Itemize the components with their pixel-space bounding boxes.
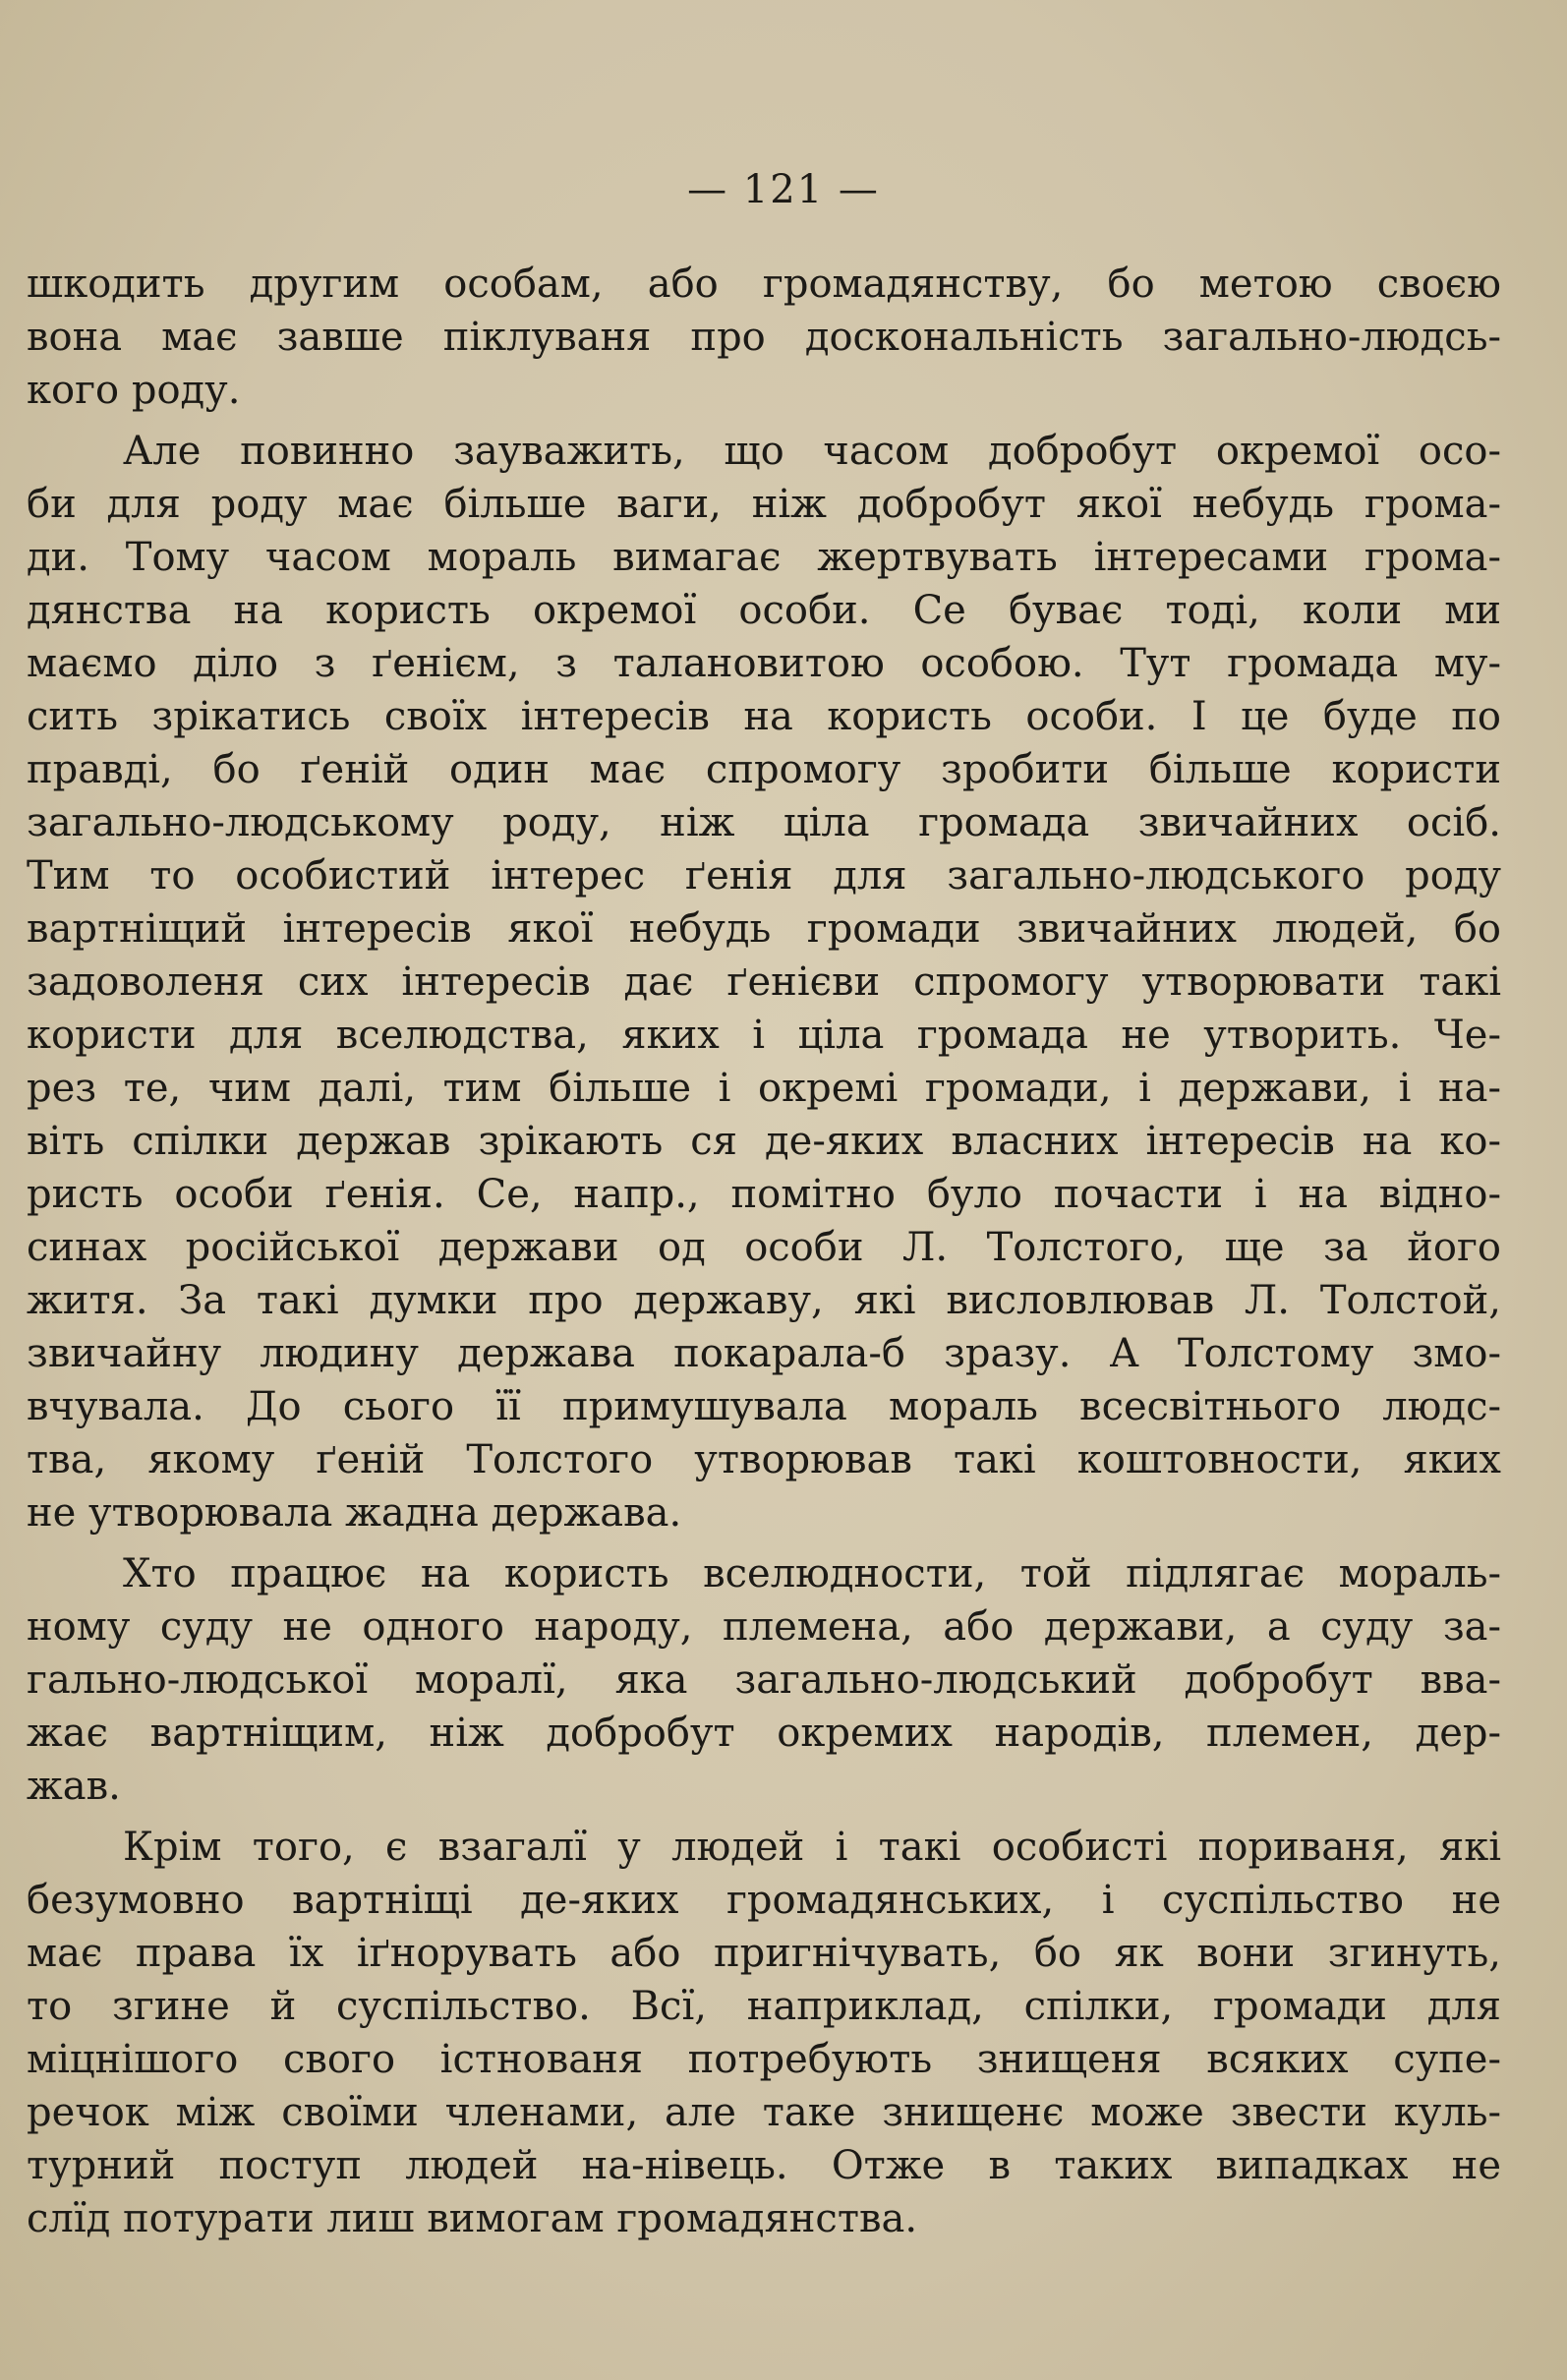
text-line: сить зрікатись своїх інтересів на користь особи. І це буде по: [27, 694, 1501, 739]
text-line: Хто працює на користь вселюдности, той підлягає мораль-: [123, 1551, 1501, 1596]
text-line: Крім того, є взагалї у людей і такі особисті пориваня, які: [123, 1825, 1501, 1870]
text-line: шкодить другим особам, або громадянству, бо метою своєю: [27, 261, 1501, 307]
text-line: загально-людському роду, ніж ціла громада звичайних осіб.: [27, 800, 1501, 845]
text-line: тва, якому ґеній Толстого утворював такі коштовности, яких: [27, 1437, 1501, 1482]
text-line: би для роду має більше ваги, ніж добробут якої небудь грома-: [27, 482, 1501, 527]
text-line: рез те, чим далі, тим більше і окремі громади, і держави, і на-: [27, 1066, 1501, 1111]
paragraph: [27, 1821, 1501, 2245]
text-line: Тим то особистий інтерес ґенія для загально-людського роду: [27, 853, 1501, 899]
body-text: [27, 258, 1501, 2245]
text-line: ристь особи ґенія. Се, напр., помітно було почасти і на відно-: [27, 1172, 1501, 1217]
text-line: задоволеня сих інтересів дає ґенієви спромогу утворювати такі: [27, 959, 1501, 1005]
paragraph: [27, 258, 1501, 417]
text-line: правді, бо ґеній один має спромогу зробити більше користи: [27, 747, 1501, 792]
text-line: ди. Тому часом мораль вимагає жертвувать інтересами грома-: [27, 535, 1501, 580]
paragraph: [27, 425, 1501, 1539]
text-line: Але повинно зауважить, що часом добробут окремої осо-: [123, 429, 1501, 474]
text-line: гально-людської моралї, яка загально-людський добробут вва-: [27, 1657, 1501, 1703]
text-line: вартніщий інтересів якої небудь громади звичайних людей, бо: [27, 906, 1501, 952]
text-line: дянства на користь окремої особи. Се буває тоді, коли ми: [27, 588, 1501, 633]
text-line: вона має завше піклуваня про доскональність загально-людсь-: [27, 315, 1501, 360]
text-line: ному суду не одного народу, племена, або держави, а суду за-: [27, 1604, 1501, 1650]
text-line: не утворювала жадна держава.: [27, 1490, 682, 1536]
text-line: слїд потурати лиш вимогам громадянства.: [27, 2196, 918, 2241]
text-line: то згине й суспільство. Всї, наприклад, спілки, громади для: [27, 1984, 1501, 2029]
text-line: житя. За такі думки про державу, які висловлював Л. Толстой,: [27, 1278, 1501, 1323]
text-line: речок між своїми членами, але таке знищенє може звести куль-: [27, 2090, 1501, 2135]
paragraph: [27, 1547, 1501, 1813]
text-line: має права їх іґнорувать або пригнічувать, бо як вони згинуть,: [27, 1931, 1501, 1976]
text-line: маємо діло з ґенієм, з талановитою особою. Тут громада му-: [27, 641, 1501, 686]
text-line: вчувала. До сього її примушувала мораль всесвітнього людс-: [27, 1384, 1501, 1429]
text-line: турний поступ людей на-нівець. Отже в таких випадках не: [27, 2143, 1501, 2188]
text-line: жав.: [27, 1764, 121, 1809]
text-line: безумовно вартніщі де-яких громадянських, і суспільство не: [27, 1878, 1501, 1923]
page-number: — 121 —: [687, 167, 880, 212]
text-line: віть спілки держав зрікають ся де-яких власних інтересів на ко-: [27, 1119, 1501, 1164]
text-line: міцнішого свого істнованя потребують знищеня всяких супе-: [27, 2037, 1501, 2082]
text-line: синах російської держави од особи Л. Толстого, ще за його: [27, 1225, 1501, 1270]
text-line: звичайну людину держава покарала-б зразу. А Толстому змо-: [27, 1331, 1501, 1376]
text-line: жає вартніщим, ніж добробут окремих народів, племен, дер-: [27, 1711, 1501, 1756]
text-line: кого роду.: [27, 368, 241, 413]
text-line: користи для вселюдства, яких і ціла громада не утворить. Че-: [27, 1013, 1501, 1058]
